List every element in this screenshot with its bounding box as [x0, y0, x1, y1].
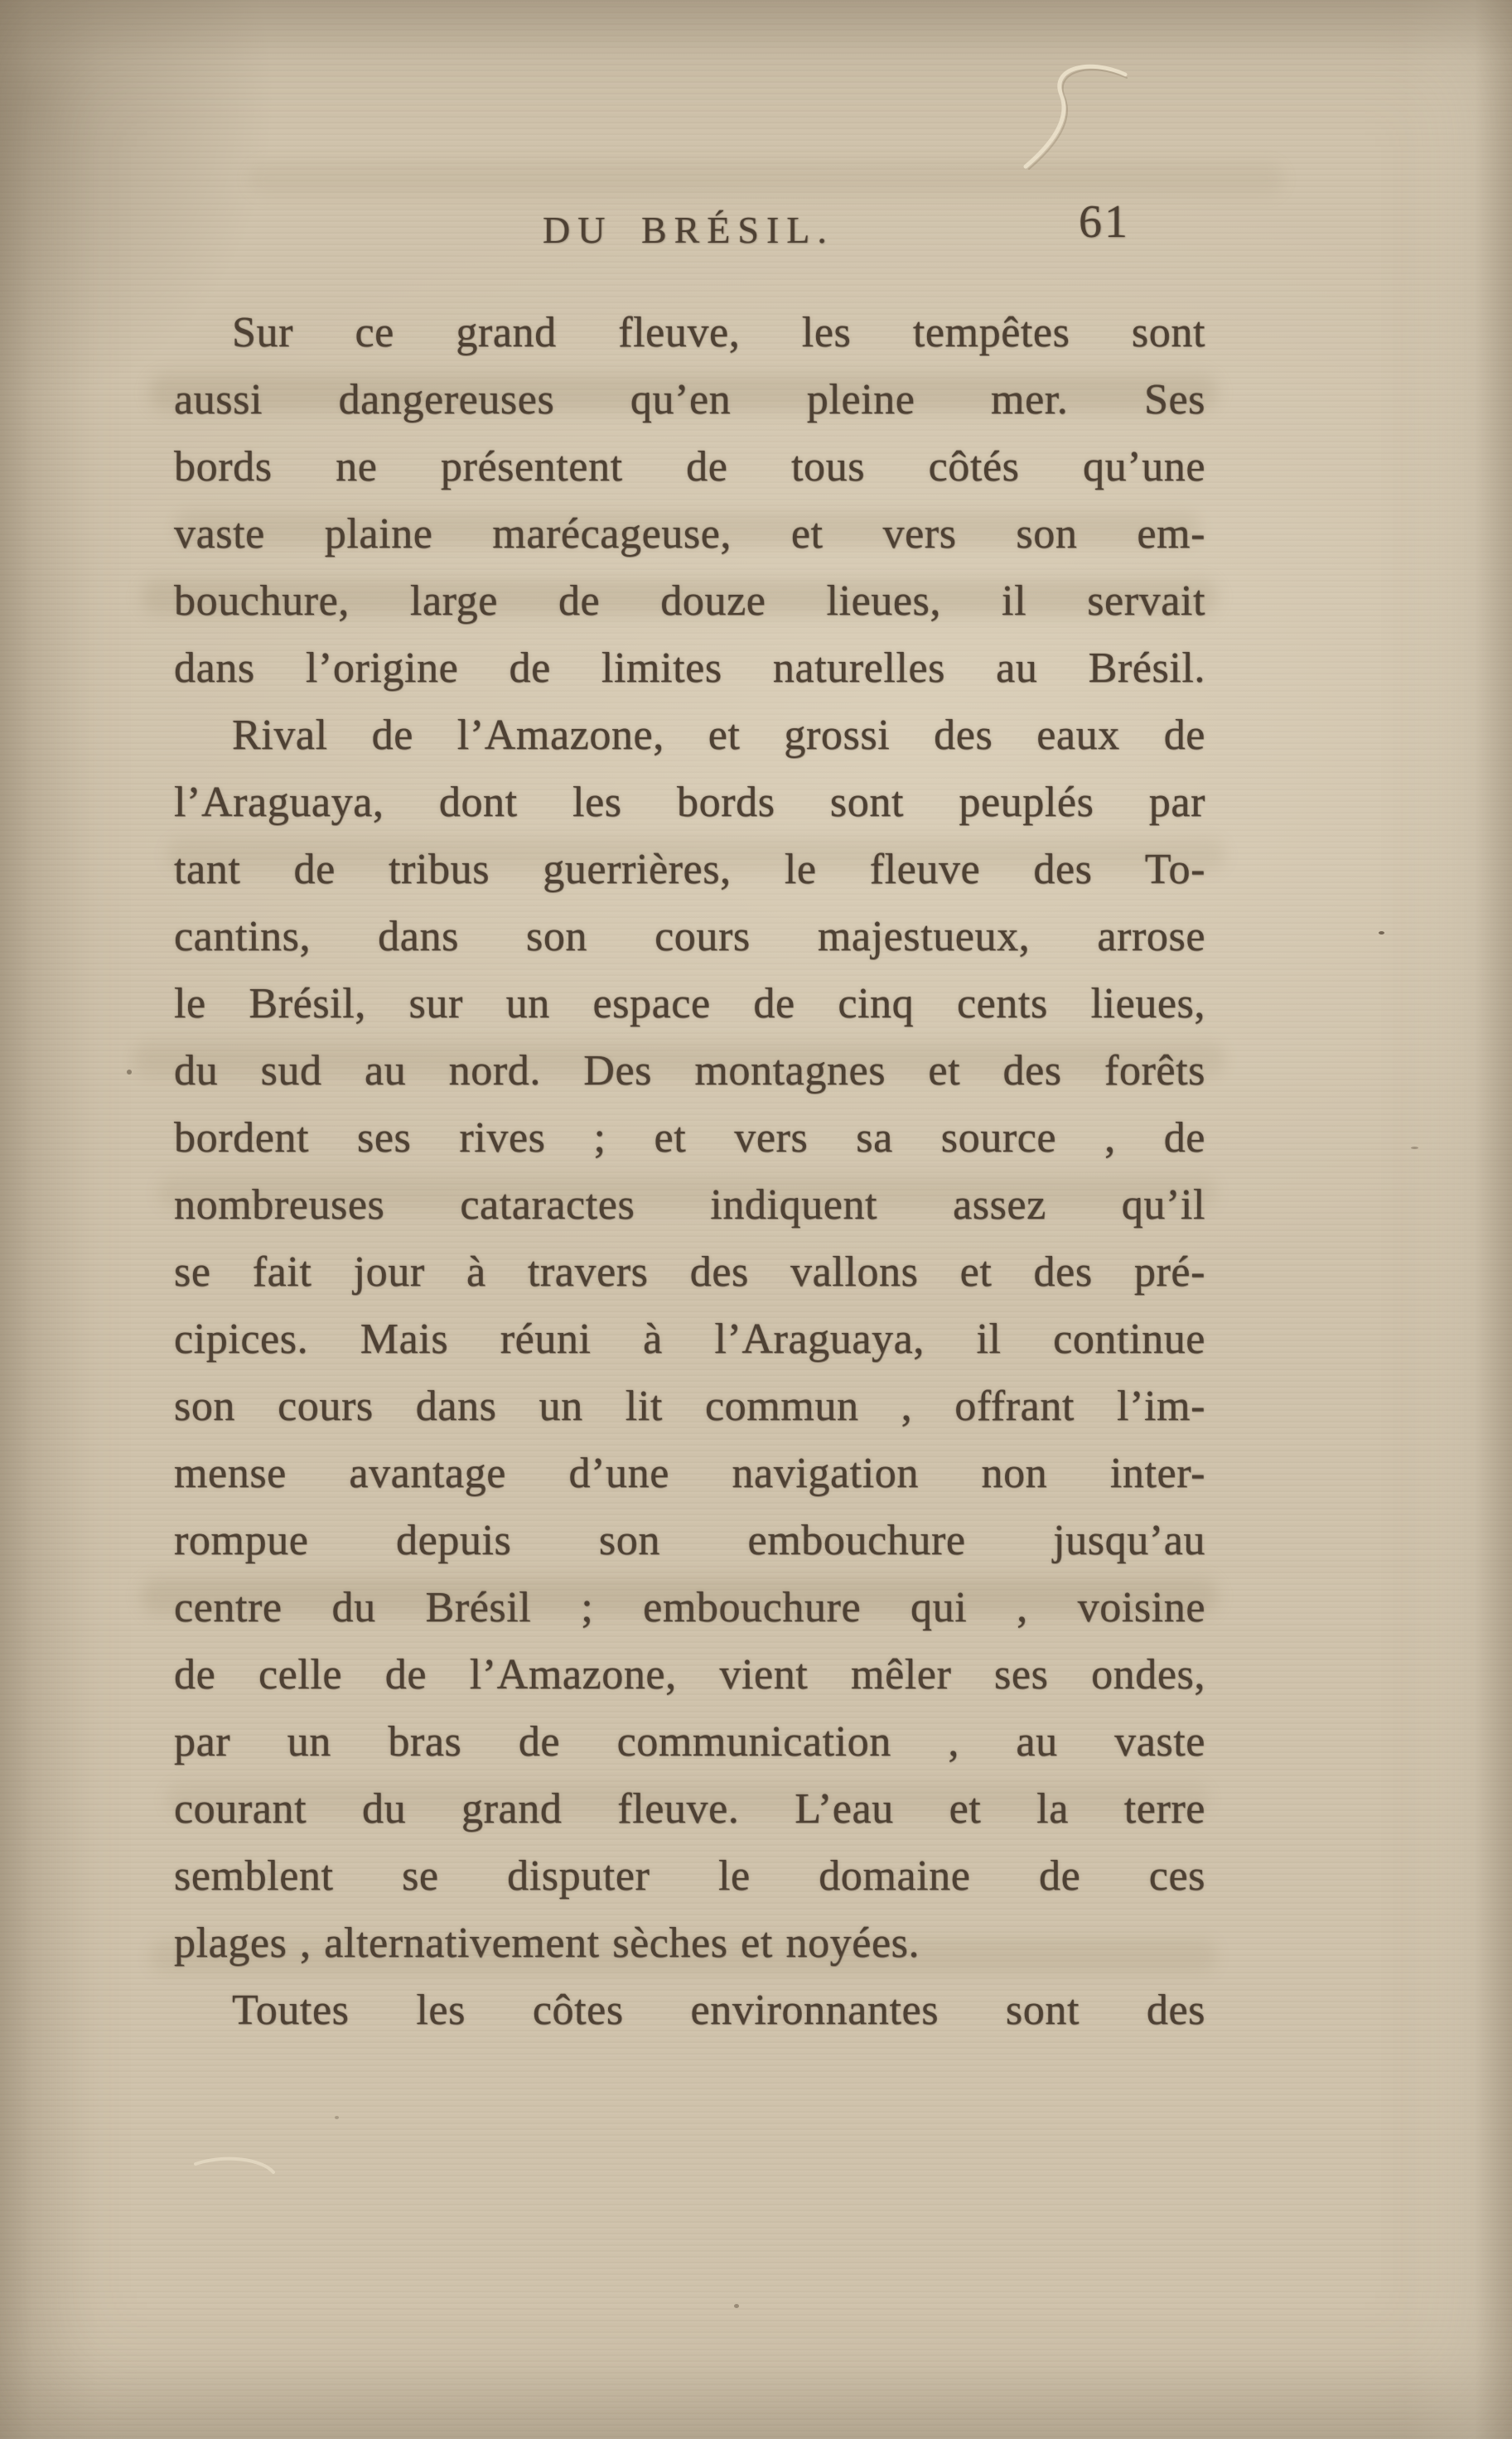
text-line: cantins, dans son cours majestueux, arrose [174, 913, 1205, 960]
running-title: DU BRÉSIL. [543, 209, 834, 251]
text-line: vaste plaine marécageuse, et vers son em- [174, 510, 1205, 558]
text-line: le Brésil, sur un espace de cinq cents lieues, [174, 980, 1205, 1027]
text-line: semblent se disputer le domaine de ces [174, 1852, 1205, 1900]
text-line: aussi dangereuses qu’en pleine mer. Ses [174, 376, 1205, 423]
text-line: rompue depuis son embouchure jusqu’au [174, 1517, 1205, 1564]
text-line: courant du grand fleuve. L’eau et la terre [174, 1785, 1205, 1833]
text-line: son cours dans un lit commun , offrant l’im- [174, 1383, 1205, 1430]
text-line: par un bras de communication , au vaste [174, 1718, 1205, 1765]
text-line: cipices. Mais réuni à l’Araguaya, il continue [174, 1316, 1205, 1363]
text-line: plages , alternativement sèches et noyées. [174, 1920, 920, 1967]
text-line: Rival de l’Amazone, et grossi des eaux de [232, 712, 1205, 759]
text-line: nombreuses cataractes indiquent assez qu’il [174, 1181, 1205, 1229]
text-line: dans l’origine de limites naturelles au Brésil. [174, 645, 1205, 692]
text-line: Toutes les côtes environnantes sont des [232, 1987, 1205, 2034]
page-number: 61 [1079, 196, 1130, 248]
text-line: Sur ce grand fleuve, les tempêtes sont [232, 309, 1205, 356]
text-line: mense avantage d’une navigation non inter- [174, 1450, 1205, 1497]
text-line: du sud au nord. Des montagnes et des forêts [174, 1047, 1205, 1094]
text-line: se fait jour à travers des vallons et des pré- [174, 1248, 1205, 1296]
text-line: centre du Brésil ; embouchure qui , voisine [174, 1584, 1205, 1631]
text-line: bords ne présentent de tous côtés qu’une [174, 443, 1205, 490]
text-line: de celle de l’Amazone, vient mêler ses ondes, [174, 1651, 1205, 1698]
text-line: tant de tribus guerrières, le fleuve des To- [174, 846, 1205, 893]
text-line: bordent ses rives ; et vers sa source , de [174, 1114, 1205, 1162]
text-line: l’Araguaya, dont les bords sont peuplés par [174, 779, 1205, 826]
text-line: bouchure, large de douze lieues, il servait [174, 577, 1205, 625]
text-block [174, 299, 1205, 2044]
